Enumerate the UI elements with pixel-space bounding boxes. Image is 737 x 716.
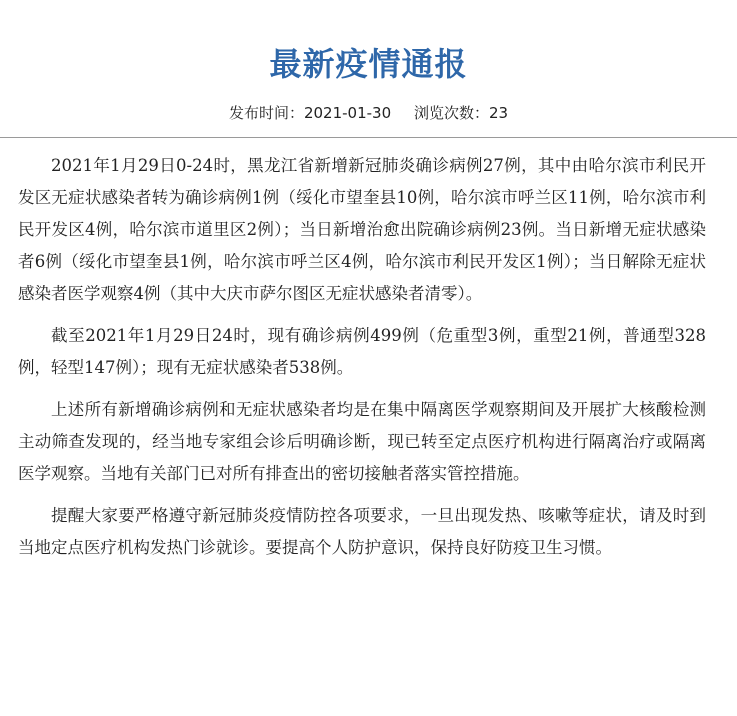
article-body — [18, 150, 706, 574]
paragraph-screening-info: 上述所有新增确诊病例和无症状感染者均是在集中隔离医学观察期间及开展扩大核酸检测主动筛查发现的，经当地专家组会诊后明确诊断，现已转至定点医疗机构进行隔离治疗或隔离医学观察。当地有关部门已对所有排查出的密切接触者落实管控措施。 — [18, 400, 706, 483]
paragraph-public-reminder: 提醒大家要严格遵守新冠肺炎疫情防控各项要求，一旦出现发热、咳嗽等症状，请及时到当地定点医疗机构发热门诊就诊。要提高个人防护意识，保持良好防疫卫生习惯。 — [18, 506, 706, 557]
article-meta — [0, 102, 737, 124]
article-header — [0, 0, 737, 124]
header-divider — [0, 137, 737, 138]
page-title: 最新疫情通报 — [269, 45, 468, 83]
paragraph-current-totals: 截至2021年1月29日24时，现有确诊病例499例（危重型3例，重型21例，普通型328例，轻型147例）；现有无症状感染者538例。 — [18, 326, 706, 377]
publish-time: 发布时间：2021-01-30 — [228, 104, 392, 122]
paragraph-case-update: 2021年1月29日0-24时，黑龙江省新增新冠肺炎确诊病例27例，其中由哈尔滨市利民开发区无症状感染者转为确诊病例1例（绥化市望奎县10例，哈尔滨市呼兰区11例，哈尔滨市利民开发区4例，哈尔滨市道里区2例）；当日新增治愈出院确诊病例23例。当日新增无症状感染者6例（绥化市望奎县1例，哈尔滨市呼兰区4例，哈尔滨市利民开发区1例）；当日解除无症状感染者医学观察4例（其中大庆市萨尔图区无症状感染者清零）。 — [18, 156, 706, 303]
view-count: 浏览次数：23 — [413, 104, 509, 122]
